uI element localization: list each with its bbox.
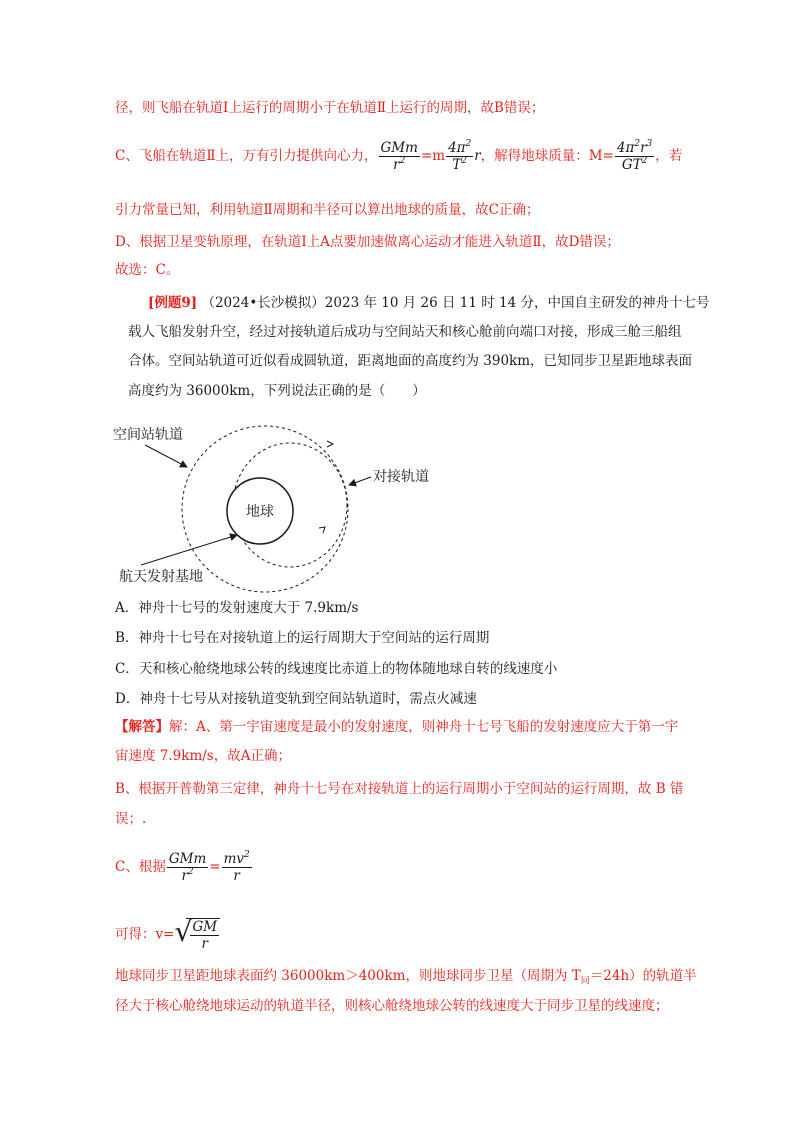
example-text-2: 载人飞船发射升空，经过对接轨道后成功与空间站天和核心舱前向端口对接，形成三舱三船组 — [128, 324, 682, 340]
option-a: A．神舟十七号的发射速度大于 7.9km/s — [115, 600, 359, 616]
answer-a-2: 宙速度 7.9km/s，故A正确； — [115, 748, 291, 764]
answer-sync-2: 径大于核心舱绕地球运动的轨道半径，则核心舱绕地球公转的线速度大于同步卫星的线速度； — [115, 998, 669, 1014]
answer-sync-1: 地球同步卫星距地球表面约 36000km＞400km，则地球同步卫星（周期为 $T_同=24h$）的轨道半 — [115, 968, 697, 987]
example-text-3: 合体。空间站轨道可近似看成圆轨道，距离地面的高度约为 390km，已知同步卫星距地球表面 — [128, 353, 693, 369]
earth-label: 地球 — [246, 504, 274, 520]
answer-tag: 【解答】 — [115, 719, 169, 735]
option-b: B．神舟十七号在对接轨道上的运行周期大于空间站的运行周期 — [115, 630, 490, 646]
solution-line-3: 引力常量已知，利用轨道Ⅱ周期和半径可以算出地球的质量，故C正确； — [115, 202, 540, 218]
launch-base-label: 航天发射基地 — [119, 569, 203, 585]
answer-b-2: 误；. — [115, 811, 147, 827]
example-text-4: 高度约为 36000km，下列说法正确的是（ ） — [128, 383, 426, 399]
solution-line-b: 径，则飞船在轨道Ⅰ上运行的周期小于在轨道Ⅱ上运行的周期，故B错误； — [115, 100, 545, 116]
station-orbit-label: 空间站轨道 — [113, 427, 183, 443]
orbit-diagram — [105, 415, 485, 595]
answer-v-formula: 可得：v= √ $\frac{GM}{r}$ — [115, 918, 220, 952]
docking-orbit-label: 对接轨道 — [373, 469, 429, 485]
option-c: C．天和核心舱绕地球公转的线速度比赤道上的物体随地球自转的线速度小 — [115, 661, 558, 677]
answer-b-1: B、根据开普勒第三定律，神舟十七号在对接轨道上的运行周期小于空间站的运行周期，故 B 错 — [115, 781, 684, 797]
answer-c-formula: C、根据 $\frac{\text{GMm}}{r^2}$ = $\frac{mv^2}{r}$ — [115, 850, 250, 884]
example-header: [例题9] （2024•长沙模拟）2023 年 10 月 26 日 11 时 14 分，中国自主研发的神舟十七号 — [148, 295, 710, 311]
solution-line-c: C、飞船在轨道Ⅱ上，万有引力提供向心力， $\frac{\text{GMm}}{r^2}$ =m $\frac{4\pi^2}{T^2}$ r，解得地球质量：M= $\frac{4\pi^2r^3}{GT^2}$ ，若 — [115, 139, 683, 173]
example-label: [例题9] — [148, 295, 198, 311]
option-d: D．神舟十七号从对接轨道变轨到空间站轨道时，需点火减速 — [115, 691, 477, 707]
answer-a-1: 【解答】解：A、第一宇宙速度是最小的发射速度，则神舟十七号飞船的发射速度应大于第一宇 — [115, 719, 679, 735]
solution-answer: 故选：C。 — [115, 262, 180, 278]
solution-line-d: D、根据卫星变轨原理，在轨道Ⅰ上A点要加速做离心运动才能进入轨道Ⅱ，故D错误； — [115, 234, 620, 250]
